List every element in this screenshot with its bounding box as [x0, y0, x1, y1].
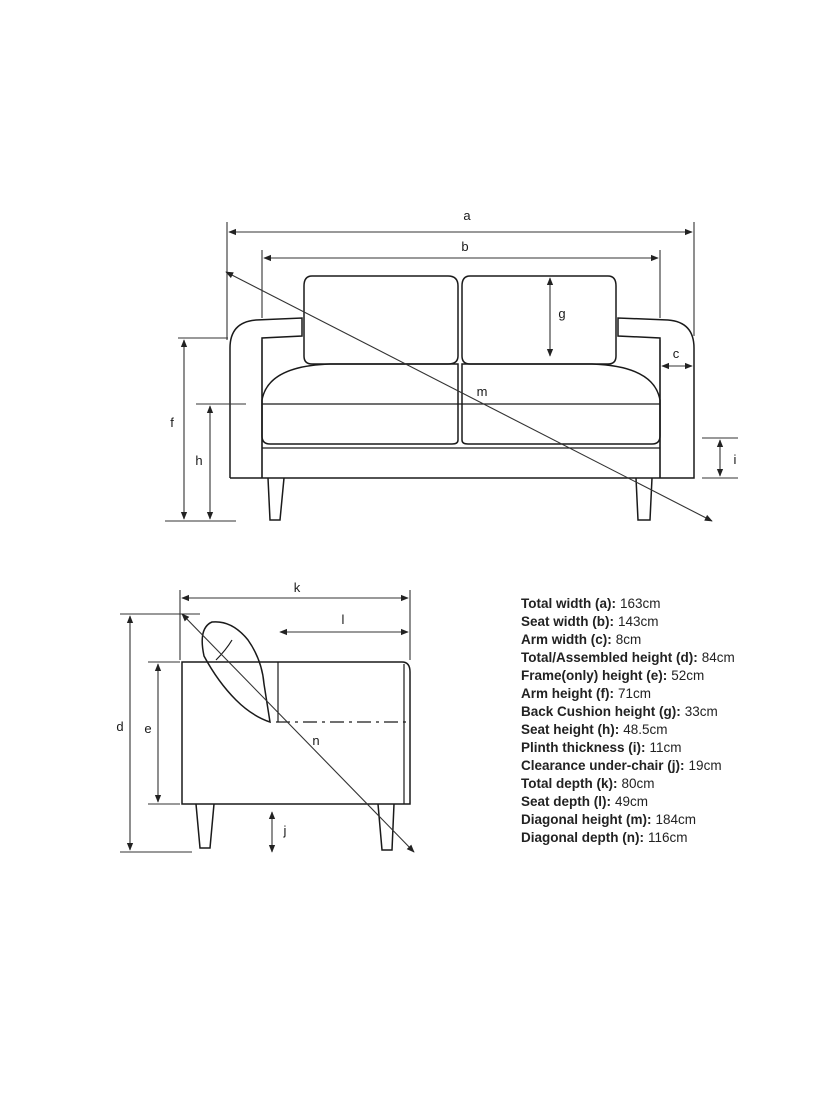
- dim-m-line: [226, 272, 712, 521]
- label-k: k: [293, 580, 301, 595]
- side-back-cushion: [202, 622, 270, 722]
- label-l: l: [341, 612, 345, 627]
- label-c: c: [672, 346, 680, 361]
- label-i: i: [733, 452, 737, 467]
- dim-n-line: [182, 614, 414, 852]
- side-view: [116, 580, 414, 852]
- back-cushion-right: [462, 276, 616, 364]
- front-view: [165, 208, 738, 521]
- side-front-leg: [378, 804, 394, 850]
- label-n: n: [312, 733, 320, 748]
- side-dimensions: [116, 580, 414, 852]
- side-body-outline: [182, 662, 410, 804]
- label-h: h: [195, 453, 203, 468]
- legend-item: Diagonal depth (n): 116cm: [521, 830, 688, 845]
- side-back-leg: [196, 804, 214, 848]
- legend-item: Back Cushion height (g): 33cm: [521, 704, 718, 719]
- legend-item: Total width (a): 163cm: [521, 596, 661, 611]
- label-j: j: [283, 823, 287, 838]
- legend-item: Frame(only) height (e): 52cm: [521, 668, 705, 683]
- legend-item: Diagonal height (m): 184cm: [521, 812, 697, 827]
- legend-item: Arm height (f): 71cm: [521, 686, 651, 701]
- legend-item: Clearance under-chair (j): 19cm: [521, 758, 722, 773]
- label-m: m: [476, 384, 488, 399]
- label-b: b: [461, 239, 469, 254]
- legend-item: Arm width (c): 8cm: [521, 632, 642, 647]
- label-d: d: [116, 719, 124, 734]
- front-left-leg: [268, 478, 284, 520]
- legend-item: Total depth (k): 80cm: [521, 776, 655, 791]
- dimension-legend: [521, 596, 735, 845]
- sofa-front-body: [230, 276, 694, 520]
- legend-item: Total/Assembled height (d): 84cm: [521, 650, 735, 665]
- legend-item: Seat height (h): 48.5cm: [521, 722, 668, 737]
- label-f: f: [170, 415, 174, 430]
- sofa-side-body: [182, 622, 410, 850]
- legend-item: Plinth thickness (i): 11cm: [521, 740, 682, 755]
- front-right-leg: [636, 478, 652, 520]
- legend-item: Seat width (b): 143cm: [521, 614, 659, 629]
- label-a: a: [463, 208, 471, 223]
- label-e: e: [144, 721, 152, 736]
- label-g: g: [558, 306, 566, 321]
- legend-item: Seat depth (l): 49cm: [521, 794, 649, 809]
